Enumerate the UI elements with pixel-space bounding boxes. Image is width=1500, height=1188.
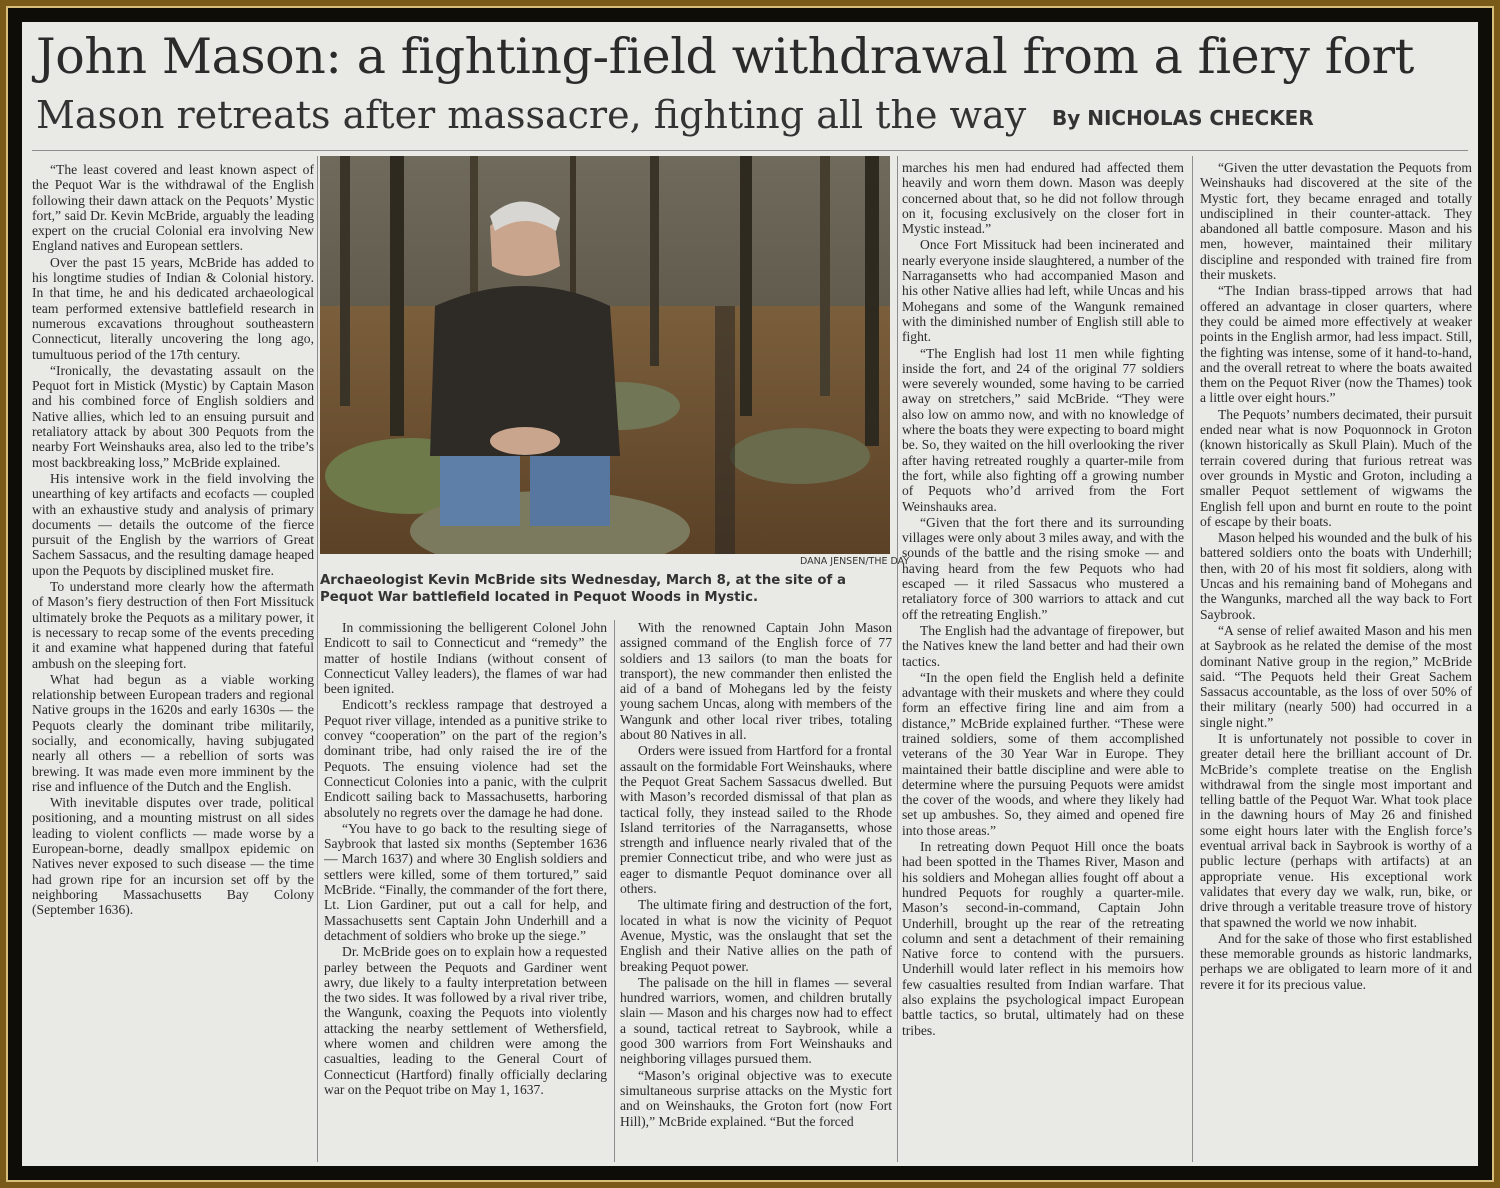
- article-column-2: [324, 620, 607, 1164]
- header-rule: [32, 150, 1468, 151]
- paragraph: His intensive work in the field involving the unearthing of key artifacts and ecofacts — coupled with an exhaustive study and analysis of primary documents — details the outcome of the fierce pursuit of the English by the warriors of Great Sachem Sassacus, and the resulting damage heaped upon the Pequots by disciplined musket fire.: [32, 470, 314, 578]
- paragraph: It is unfortunately not possible to cover in greater detail here the brilliant account of Dr. McBride’s complete treatise on the English withdrawal from the single most important and telling battle of the Pequot War. What took place in the dawning hours of May 26 and finished some eight hours later with the English force’s eventual arrival back in Saybrook is worthy of a public lecture (perhaps with artifacts) at an appropriate venue. His exceptional work validates that every day we walk, run, bike, or drive through a veritable treasure trove of history that spawned the world we now inhabit.: [1200, 730, 1472, 930]
- paragraph: The Pequots’ numbers decimated, their pursuit ended near what is now Poquonnock in Groton (known historically as Skull Plain). Much of the terrain covered during that furious retreat was over grounds in Mystic and Groton, including a smaller Pequot settlement of wigwams the English fell upon and burnt en route to the point of escape by their boats.: [1200, 406, 1472, 529]
- paragraph: To understand more clearly how the aftermath of Mason’s fiery destruction of then Fort Missituck ultimately broke the Pequots as a military power, it is necessary to recap some of the events preceding it and examine what happened during that fateful ambush on the sleeping fort.: [32, 579, 314, 671]
- paragraph: And for the sake of those who first established these memorable grounds as historic landmarks, perhaps we are obligated to learn more of it and revere it for its precious value.: [1200, 930, 1472, 992]
- headline: John Mason: a fighting-field withdrawal from a fiery fort: [36, 28, 1414, 85]
- paragraph: “The Indian brass-tipped arrows that had offered an advantage in closer quarters, where they could be aimed more effectively at weaker points in the English armor, had less impact. Still, the fighting was intense, some of it hand-to-hand, and the overall retreat to where the boats awaited them on the Pequot River (now the Thames) took a little over eight hours.”: [1200, 283, 1472, 406]
- column-rule: [897, 156, 898, 1162]
- paragraph: “Given the utter devastation the Pequots from Weinshauks had discovered at the site of the Mystic fort, they became enraged and totally undisciplined in their counter-attack. They abandoned all battle composure. Mason and his men, however, maintained their military discipline and responded with trained fire from their muskets.: [1200, 160, 1472, 283]
- article-column-3: [620, 620, 892, 1164]
- paragraph: The ultimate firing and destruction of the fort, located in what is now the vicinity of Pequot Avenue, Mystic, was the onslaught that set the English and their Native allies on the path of breaking Pequot power.: [620, 897, 892, 974]
- photo-credit: DANA JENSEN/THE DAY: [800, 556, 910, 567]
- paragraph: Dr. McBride goes on to explain how a requested parley between the Pequots and Gardiner went awry, due likely to a faulty interpretation between the two sides. It was followed by a rival river tribe, the Wangunk, coaxing the Pequots into violently attacking the nearby settlement of Wethersfield, where women and children were among the casualties, leading to the General Court of Connecticut (Hartford) finally officially declaring war on the Pequot tribe on May 1, 1637.: [324, 944, 607, 1097]
- paragraph: The palisade on the hill in flames — several hundred warriors, women, and children brutally slain — Mason and his charges now had to effect a sound, tactical retreat to Saybrook, while a good 300 warriors from Fort Weinshauks and neighboring villages pursued them.: [620, 974, 892, 1067]
- paragraph: Endicott’s reckless rampage that destroyed a Pequot river village, intended as a punitive strike to convey “cooperation” on the part of the region’s dominant tribe, had only raised the ire of the Pequots. The ensuing violence had set the Connecticut Colonies into a panic, with the culprit Endicott sailing back to Massachusetts, harboring absolutely no regrets over the damage he had done.: [324, 697, 607, 820]
- paragraph: “Given that the fort there and its surrounding villages were only about 3 miles away, and with the sounds of the battle and the rising smoke — and having heard from the few Pequots who had escaped — it riled Sassacus who mustered a retaliatory force of 300 warriors to attack and cut off the retreating English.”: [902, 514, 1184, 622]
- paragraph: Orders were issued from Hartford for a frontal assault on the formidable Fort Weinshauks, where the Pequot Great Sachem Sassacus dwelled. But with Mason’s recorded dismissal of that plan as tactical folly, they instead sailed to the Rhode Island territories of the Narragansetts, whose strength and influence nearly rivaled that of the premier Connecticut tribe, and who were just as eager to dismantle Pequot dominance over all others.: [620, 743, 892, 897]
- column-rule: [614, 620, 615, 1162]
- article-column-1: [32, 162, 314, 1162]
- paragraph: “A sense of relief awaited Mason and his men at Saybrook as he related the demise of the most dominant Native group in the region,” McBride said. “The Pequots held their Great Sachem Sassacus accountable, as the loss of over 50% of their military (nearly 500) had occurred in a single night.”: [1200, 622, 1472, 730]
- paragraph: In retreating down Pequot Hill once the boats had been spotted in the Thames River, Mason and his soldiers and Mohegan allies fought off about a hundred Pequots for roughly a quarter-mile. Mason’s second-in-command, Captain John Underhill, brought up the rear of the retreating column and sent a detachment of their remaining Native force to contend with the pursuers. Underhill would later reflect in his memoirs how few casualties resulted from Indian warfare. That also explains the psychological impact European battle tactics, so brutal, ultimately had on these tribes.: [902, 839, 1184, 1038]
- paragraph: With inevitable disputes over trade, political positioning, and a mounting mistrust on all sides leading to violent conflicts — made worse by a European-borne, deadly smallpox epidemic on Natives never exposed to such disease — the time had grown ripe for an incursion set off by the neighboring Massachusetts Bay Colony (September 1636).: [32, 795, 314, 918]
- article-column-5: [1200, 160, 1472, 1164]
- subheadline: Mason retreats after massacre, fighting all the way: [36, 93, 1027, 137]
- column-rule: [317, 156, 318, 1162]
- paragraph: With the renowned Captain John Mason assigned command of the English force of 77 soldiers and 13 sailors (to man the boats for transport), the new commander then enlisted the aid of a band of Mohegans led by the feisty young sachem Uncas, along with members of the Wangunk and other local river tribes, totaling about 80 Natives in all.: [620, 620, 892, 743]
- paragraph: “The least covered and least known aspect of the Pequot War is the withdrawal of the English following their dawn attack on the Pequots’ Mystic fort,” said Dr. Kevin McBride, arguably the leading expert on the crucial Colonial era involving New England natives and European settlers.: [32, 162, 314, 254]
- paragraph: “Mason’s original objective was to execute simultaneous surprise attacks on the Mystic fort and on Weinshauks, the Groton fort (now Fort Hill),” McBride explained. “But the forced: [620, 1067, 892, 1129]
- column-rule: [1192, 156, 1193, 1162]
- article-column-4: [902, 160, 1184, 1164]
- paragraph: What had begun as a viable working relationship between European traders and regional Native groups in the 1620s and early 1630s — the Pequots clearly the dominant tribe militarily, socially, and economically, having subjugated nearly all others — a rebellion of sorts was brewing. It was made even more imminent by the rise and influence of the Dutch and the English.: [32, 671, 314, 794]
- photo-archaeologist: [320, 156, 890, 554]
- paragraph: “You have to go back to the resulting siege of Saybrook that lasted six months (September 1636 — March 1637) and where 30 English soldiers and settlers were killed, some of them tortured,” said McBride. “Finally, the commander of the fort there, Lt. Lion Gardiner, put out a call for help, and Massachusetts sent Captain John Underhill and a detachment of soldiers who broke up the siege.”: [324, 820, 607, 943]
- paragraph: Over the past 15 years, McBride has added to his longtime studies of Indian & Colonial history. In that time, he and his dedicated archaeological team performed extensive battlefield research in numerous excavations throughout southeastern Connecticut, literally uncovering the long ago, tumultuous period of the 17th century.: [32, 254, 314, 362]
- paragraph: In commissioning the belligerent Colonel John Endicott to sail to Connecticut and “remedy” the matter of hostile Indians (without consent of Connecticut Valley leaders), the flames of war had been ignited.: [324, 620, 607, 697]
- paragraph: “The English had lost 11 men while fighting inside the fort, and 24 of the original 77 soldiers were severely wounded, some having to be carried away on stretchers,” said McBride. “They were also low on ammo now, and with no knowledge of where the boats they were expecting to board might be. So, they waited on the hill overlooking the river after having retreated roughly a quarter-mile from the fort, while also fighting off a growing number of Pequots who’d arrived from the Fort Weinshauks area.: [902, 345, 1184, 514]
- paragraph: marches his men had endured had affected them heavily and worn them down. Mason was deeply concerned about that, so he did not follow through on it, focusing exclusively on the closer fort in Mystic instead.”: [902, 160, 1184, 237]
- paragraph: “In the open field the English held a definite advantage with their muskets and where they could form an effective firing line and aim from a distance,” McBride explained further. “These were trained soldiers, some of them accomplished veterans of the 30 Year War in Europe. They maintained their battle discipline and were able to determine where the pursuing Pequots were amidst the cover of the woods, and where they likely had set up ambushes. So, they aimed and opened fire into those areas.”: [902, 669, 1184, 838]
- paragraph: “Ironically, the devastating assault on the Pequot fort in Mistick (Mystic) by Captain Mason and his combined force of English soldiers and Native allies, which led to an ensuing pursuit and retaliatory attack by about 300 Pequots from the nearby Fort Weinshauks area, also led to the tribe’s most backbreaking loss,” McBride explained.: [32, 362, 314, 470]
- paragraph: Once Fort Missituck had been incinerated and nearly everyone inside slaughtered, a number of the Narragansetts who had accompanied Mason and his other Native allies had left, while Uncas and his Mohegans and some of the Wangunk remained with the diminished number of English still able to fight.: [902, 237, 1184, 345]
- paragraph: The English had the advantage of firepower, but the Natives knew the land better and had their own tactics.: [902, 622, 1184, 669]
- newspaper-clipping: [22, 22, 1478, 1166]
- paragraph: Mason helped his wounded and the bulk of his battered soldiers onto the boats with Underhill; then, with 20 of his most fit soldiers, along with Uncas and his remaining band of Mohegans and the Wangunks, marched all the way back to Fort Saybrook.: [1200, 530, 1472, 622]
- photo-caption: Archaeologist Kevin McBride sits Wednesday, March 8, at the site of a Pequot War battlefield located in Pequot Woods in Mystic.: [320, 573, 846, 605]
- byline: By NICHOLAS CHECKER: [1052, 106, 1314, 130]
